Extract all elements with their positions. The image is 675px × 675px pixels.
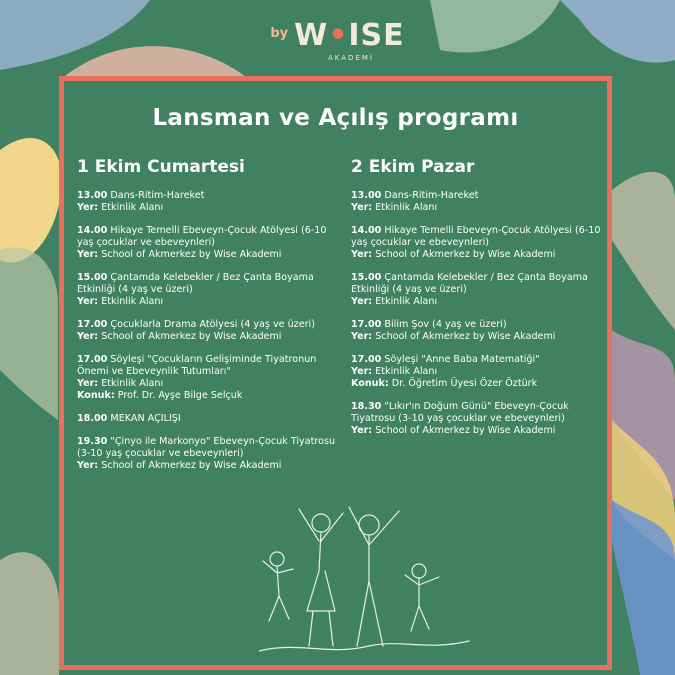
event-item: 14.00 Hikaye Temelli Ebeveyn-Çocuk Atölyesi (6-10 yaş çocuklar ve ebeveynleri) Yer: School of Akmerkez by Wise Akademi [351, 225, 601, 260]
logo-subtitle: AKADEMİ [328, 54, 374, 62]
event-item: 13.00 Dans-Ritim-Hareket Yer: Etkinlik Alanı [77, 190, 205, 213]
family-illustration [259, 501, 489, 661]
page-title: Lansman ve Açılış programı [152, 105, 519, 131]
event-item: 13.00 Dans-Ritim-Hareket Yer: Etkinlik Alanı [351, 190, 479, 213]
day2-heading: 2 Ekim Pazar [351, 157, 475, 177]
day2-column [351, 157, 601, 448]
event-item: 17.00 Söyleşi "Anne Baba Matematiği" Yer: Etkinlik Alanı Konuk: Dr. Öğretim Üyesi Özer Öztürk [351, 354, 540, 389]
event-item: 19.30 "Çinyo ile Markonyo" Ebeveyn-Çocuk Tiyatrosu (3-10 yaş çocuklar ve ebeveynleri) Yer: School of Akmerkez by Wise Akademi [77, 436, 336, 471]
event-item: 17.00 Çocuklarla Drama Atölyesi (4 yaş ve üzeri) Yer: School of Akmerkez by Wise Akademi [77, 319, 315, 342]
event-item: 18.30 "Lıkır'ın Doğum Günü" Ebeveyn-Çocuk Tiyatrosu (3-10 yaş çocuklar ve ebeveynleri) Yer: School of Akmerkez by Wise Akademi [351, 401, 569, 436]
event-item: 17.00 Bilim Şov (4 yaş ve üzeri) Yer: School of Akmerkez by Wise Akademi [351, 319, 556, 342]
program-frame [59, 76, 612, 670]
event-item: 14.00 Hikaye Temelli Ebeveyn-Çocuk Atölyesi (6-10 yaş çocuklar ve ebeveynleri) Yer: School of Akmerkez by Wise Akademi [77, 225, 327, 260]
event-item: 18.00 MEKAN AÇILIŞI [77, 413, 181, 424]
day1-heading: 1 Ekim Cumartesi [77, 157, 245, 177]
brand-logo [0, 18, 675, 62]
day1-column [77, 157, 345, 483]
event-item: 15.00 Çantamda Kelebekler / Bez Çanta Boyama Etkinliği (4 yaş ve üzeri) Yer: Etkinlik Alanı [77, 272, 314, 307]
logo-by: by [270, 26, 289, 41]
event-item: 15.00 Çantamda Kelebekler / Bez Çanta Boyama Etkinliği (4 yaş ve üzeri) Yer: Etkinlik Alanı [351, 272, 588, 307]
logo-brand: W•ISE [294, 18, 405, 53]
event-item: 17.00 Söyleşi "Çocukların Gelişiminde Tiyatronun Önemi ve Ebeveynlik Tutumları" Yer: Etkinlik Alanı Konuk: Prof. Dr. Ayşe Bilge Selçuk [77, 354, 317, 401]
